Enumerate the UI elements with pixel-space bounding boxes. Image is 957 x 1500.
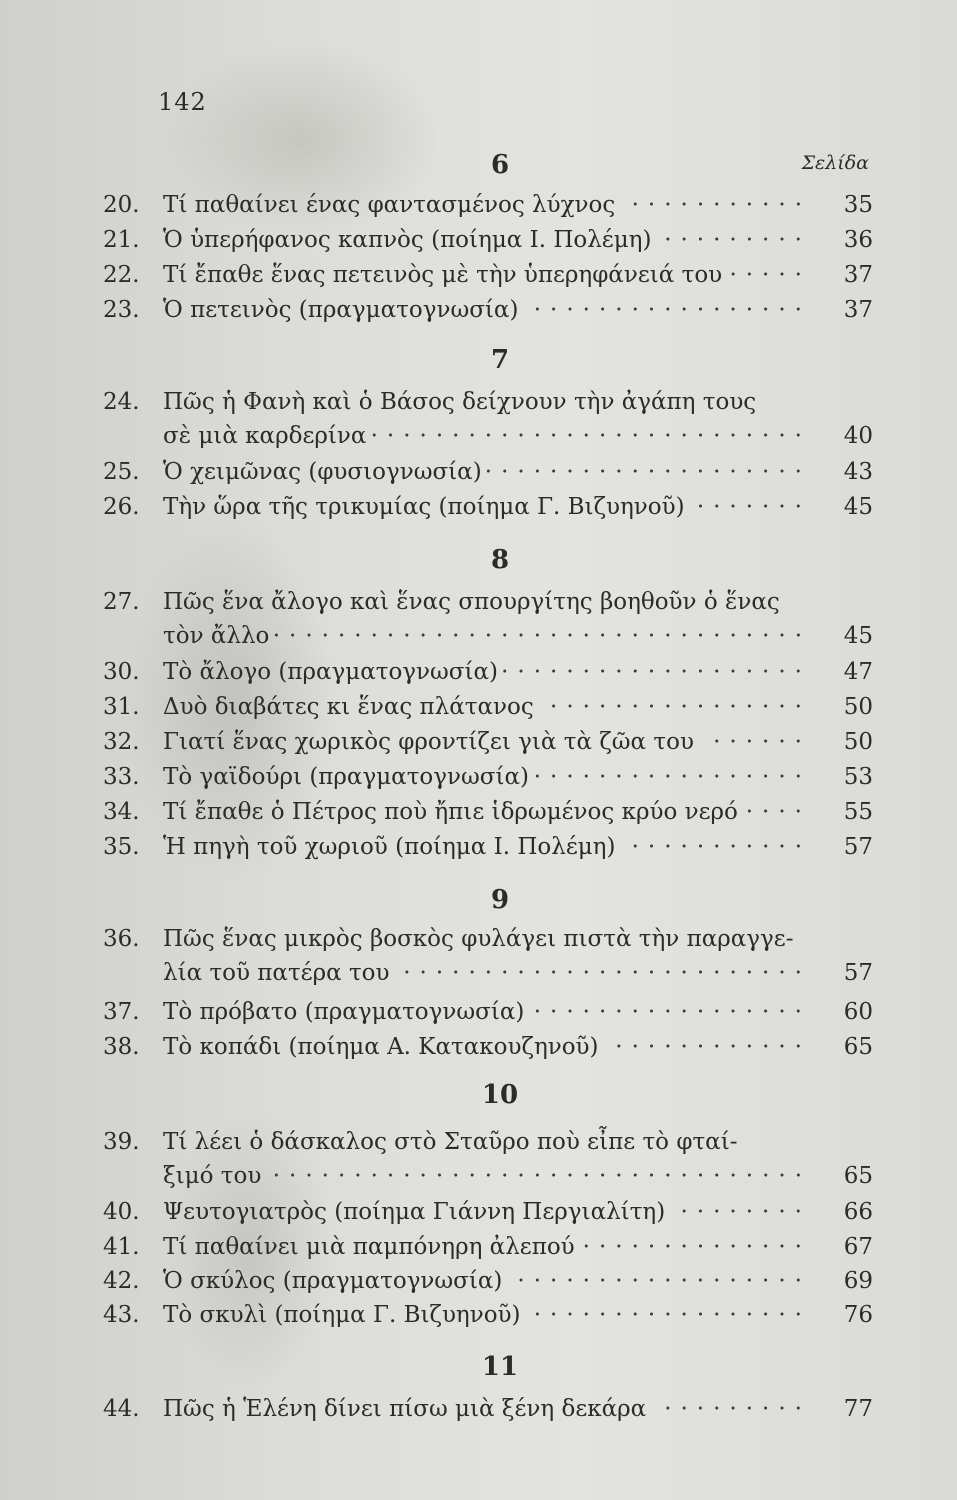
entry-title-line: Τί λέει ὁ δάσκαλος στὸ Σταῦρο ποὺ εἶπε τὸ φταί- xyxy=(163,1129,738,1155)
entry-number: 37. xyxy=(103,999,140,1025)
entry-title-line: Πῶς ἡ Ἑλένη δίνει πίσω μιὰ ξένη δεκάρα xyxy=(163,1396,647,1422)
entry-page-number: 57 xyxy=(843,960,873,986)
section-number: 10 xyxy=(481,1080,519,1110)
entry-number: 20. xyxy=(103,192,140,218)
entry-page-number: 76 xyxy=(843,1302,873,1328)
dot-leader: ······ xyxy=(713,729,811,755)
dot-leader: ····· xyxy=(729,262,811,288)
entry-number: 38. xyxy=(103,1034,140,1060)
dot-leader: ··························· xyxy=(370,423,811,449)
entry-title-line: λία τοῦ πατέρα του xyxy=(163,960,390,986)
dot-leader: ··········· xyxy=(631,834,811,860)
entry-page-number: 35 xyxy=(843,192,873,218)
entry-page-number: 40 xyxy=(843,423,873,449)
entry-number: 43. xyxy=(103,1302,140,1328)
entry-page-number: 47 xyxy=(843,659,873,685)
entry-title-line: Τὸ κοπάδι (ποίημα Α. Κατακουζηνοῦ) xyxy=(163,1034,599,1060)
toc-entry xyxy=(103,1392,873,1426)
dot-leader: ································· xyxy=(272,623,811,649)
entry-page-number: 69 xyxy=(843,1268,873,1294)
entry-title-line: Ψευτογιατρὸς (ποίημα Γιάννη Περγιαλίτη) xyxy=(163,1199,666,1225)
entry-number: 39. xyxy=(103,1129,140,1155)
toc-entry xyxy=(103,1298,873,1332)
entry-page-number: 37 xyxy=(843,297,873,323)
entry-title-line: σὲ μιὰ καρδερίνα xyxy=(163,423,367,449)
entry-page-number: 50 xyxy=(843,729,873,755)
entry-title-line: Τί ἔπαθε ὁ Πέτρος ποὺ ἤπιε ἱδρωμένος κρύο νερό xyxy=(163,799,738,825)
toc-entry xyxy=(103,585,873,653)
entry-number: 21. xyxy=(103,227,140,253)
toc-entry xyxy=(103,1125,873,1193)
dot-leader: ················· xyxy=(533,999,811,1025)
entry-number: 36. xyxy=(103,926,140,952)
entry-number: 34. xyxy=(103,799,140,825)
entry-title-line: Τὴν ὥρα τῆς τρικυμίας (ποίημα Γ. Βιζυηνοῦ) xyxy=(163,494,685,520)
toc-entry xyxy=(103,760,873,794)
toc-entry xyxy=(103,690,873,724)
entry-title-line: Ὁ ὑπερήφανος καπνὸς (ποίημα Ι. Πολέμη) xyxy=(163,227,652,253)
entry-number: 35. xyxy=(103,834,140,860)
dot-leader: ················· xyxy=(533,297,811,323)
section-number: 9 xyxy=(490,885,510,915)
entry-title-line: Τὸ πρόβατο (πραγματογνωσία) xyxy=(163,999,525,1025)
entry-number: 44. xyxy=(103,1396,140,1422)
entry-page-number: 43 xyxy=(843,459,873,485)
entry-title-line: Πῶς ἕνα ἄλογο καὶ ἕνας σπουργίτης βοηθοῦν ὁ ἕνας xyxy=(163,589,780,615)
entry-title-line: Τὸ γαϊδούρι (πραγματογνωσία) xyxy=(163,764,529,790)
dot-leader: ······· xyxy=(696,494,811,520)
toc-entry xyxy=(103,385,873,453)
entry-page-number: 45 xyxy=(843,494,873,520)
section-number: 6 xyxy=(490,150,510,180)
entry-title-line: Τὸ ἄλογο (πραγματογνωσία) xyxy=(163,659,499,685)
entry-number: 22. xyxy=(103,262,140,288)
toc-entry xyxy=(103,258,873,292)
dot-leader: ············ xyxy=(615,1034,811,1060)
toc-entry xyxy=(103,1264,873,1298)
entry-number: 26. xyxy=(103,494,140,520)
entry-number: 32. xyxy=(103,729,140,755)
entry-page-number: 45 xyxy=(843,623,873,649)
entry-number: 33. xyxy=(103,764,140,790)
entry-number: 24. xyxy=(103,389,140,415)
entry-title-line: Τί παθαίνει μιὰ παμπόνηρη ἀλεπού xyxy=(163,1234,575,1260)
dot-leader: ················· xyxy=(533,764,811,790)
entry-page-number: 65 xyxy=(843,1163,873,1189)
section-number: 7 xyxy=(490,345,510,375)
toc-entry xyxy=(103,188,873,222)
section-number: 8 xyxy=(490,545,510,575)
section-number: 11 xyxy=(481,1352,519,1382)
toc-entry xyxy=(103,830,873,864)
dot-leader: ········· xyxy=(664,227,811,253)
entry-page-number: 57 xyxy=(843,834,873,860)
dot-leader: ········ xyxy=(680,1199,811,1225)
dot-leader: ···················· xyxy=(484,459,811,485)
dot-leader: ···· xyxy=(745,799,811,825)
toc-entry xyxy=(103,490,873,524)
entry-number: 40. xyxy=(103,1199,140,1225)
page-column-header: Σελίδα xyxy=(801,152,869,174)
entry-title-line: Ὁ πετεινὸς (πραγματογνωσία) xyxy=(163,297,519,323)
toc-entry xyxy=(103,1195,873,1229)
dot-leader: ·············· xyxy=(582,1234,811,1260)
toc-entry xyxy=(103,455,873,489)
entry-title-line: ξιμό του xyxy=(163,1163,262,1189)
entry-number: 30. xyxy=(103,659,140,685)
entry-title-line: τὸν ἄλλο xyxy=(163,623,270,649)
entry-page-number: 50 xyxy=(843,694,873,720)
toc-entry xyxy=(103,293,873,327)
entry-title-line: Πῶς ἡ Φανὴ καὶ ὁ Βάσος δείχνουν τὴν ἀγάπη τους xyxy=(163,389,757,415)
toc-entry xyxy=(103,1030,873,1064)
entry-page-number: 55 xyxy=(843,799,873,825)
entry-page-number: 66 xyxy=(843,1199,873,1225)
entry-title-line: Τί παθαίνει ένας φαντασμένος λύχνος xyxy=(163,192,616,218)
entry-page-number: 77 xyxy=(843,1396,873,1422)
dot-leader: ························· xyxy=(403,960,811,986)
entry-page-number: 37 xyxy=(843,262,873,288)
entry-page-number: 60 xyxy=(843,999,873,1025)
entry-title-line: Ὁ σκύλος (πραγματογνωσία) xyxy=(163,1268,503,1294)
entry-number: 25. xyxy=(103,459,140,485)
entry-title-line: Τί ἔπαθε ἕνας πετεινὸς μὲ τὴν ὑπερηφάνειά του xyxy=(163,262,723,288)
dot-leader: ················ xyxy=(550,694,811,720)
entry-page-number: 67 xyxy=(843,1234,873,1260)
toc-entry xyxy=(103,725,873,759)
dot-leader: ········· xyxy=(664,1396,811,1422)
toc-entry xyxy=(103,795,873,829)
page-number: 142 xyxy=(158,88,207,116)
entry-title-line: Δυὸ διαβάτες κι ἕνας πλάτανος xyxy=(163,694,534,720)
toc-entry xyxy=(103,1230,873,1264)
entry-number: 41. xyxy=(103,1234,140,1260)
entry-page-number: 53 xyxy=(843,764,873,790)
entry-title-line: Ἡ πηγὴ τοῦ χωριοῦ (ποίημα Ι. Πολέμη) xyxy=(163,834,616,860)
entry-number: 23. xyxy=(103,297,140,323)
entry-number: 27. xyxy=(103,589,140,615)
entry-title-line: Γιατί ἕνας χωρικὸς φροντίζει γιὰ τὰ ζῶα του xyxy=(163,729,694,755)
entry-page-number: 65 xyxy=(843,1034,873,1060)
toc-entry xyxy=(103,922,873,990)
entry-page-number: 36 xyxy=(843,227,873,253)
entry-number: 42. xyxy=(103,1268,140,1294)
entry-title-line: Πῶς ἕνας μικρὸς βοσκὸς φυλάγει πιστὰ τὴν παραγγε- xyxy=(163,926,794,952)
dot-leader: ··········· xyxy=(631,192,811,218)
toc-entry xyxy=(103,223,873,257)
dot-leader: ·················· xyxy=(517,1268,811,1294)
entry-title-line: Ὁ χειμῶνας (φυσιογνωσία) xyxy=(163,459,482,485)
entry-number: 31. xyxy=(103,694,140,720)
toc-entry xyxy=(103,995,873,1029)
dot-leader: ··················· xyxy=(501,659,811,685)
dot-leader: ················· xyxy=(533,1302,811,1328)
entry-title-line: Τὸ σκυλὶ (ποίημα Γ. Βιζυηνοῦ) xyxy=(163,1302,521,1328)
toc-entry xyxy=(103,655,873,689)
dot-leader: ································· xyxy=(272,1163,811,1189)
